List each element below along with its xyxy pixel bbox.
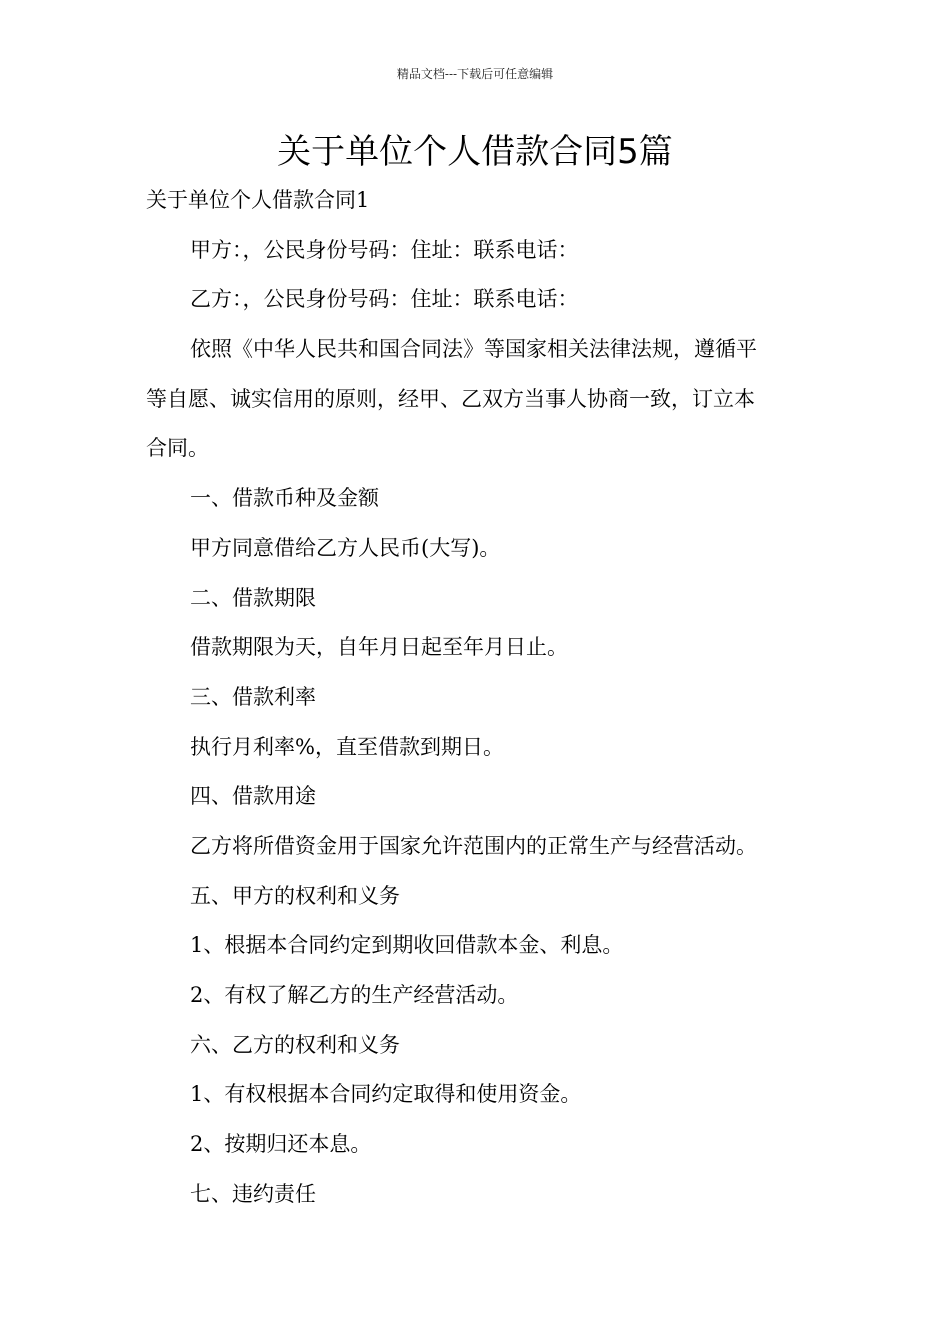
party-b-line: 乙方：，公民身份号码：住址：联系电话： bbox=[190, 287, 579, 312]
clause-text-2: 借款期限为天，自年月日起至年月日止。 bbox=[190, 635, 568, 660]
preamble-line-3: 合同。 bbox=[146, 436, 209, 461]
clause-item-5-1: 1、根据本合同约定到期收回借款本金、利息。 bbox=[190, 933, 624, 958]
preamble-line-1: 依照《中华人民共和国合同法》等国家相关法律法规，遵循平 bbox=[190, 337, 757, 362]
clause-item-6-1: 1、有权根据本合同约定取得和使用资金。 bbox=[190, 1082, 582, 1107]
clause-heading-5: 五、甲方的权利和义务 bbox=[190, 883, 400, 908]
preamble-line-2: 等自愿、诚实信用的原则，经甲、乙双方当事人协商一致，订立本 bbox=[146, 386, 755, 411]
clause-text-1: 甲方同意借给乙方人民币(大写)。 bbox=[190, 535, 501, 560]
clause-heading-6: 六、乙方的权利和义务 bbox=[190, 1032, 400, 1057]
document-body bbox=[146, 176, 810, 1219]
clause-item-5-2: 2、有权了解乙方的生产经营活动。 bbox=[190, 983, 519, 1007]
party-a-line: 甲方：，公民身份号码：住址：联系电话： bbox=[190, 237, 579, 262]
document-title: 关于单位个人借款合同5篇 bbox=[277, 132, 673, 172]
clause-heading-1: 一、借款币种及金额 bbox=[190, 486, 379, 511]
clause-item-6-2: 2、按期归还本息。 bbox=[190, 1132, 372, 1157]
header-note: 精品文档---下载后可任意编辑 bbox=[396, 67, 554, 81]
section-title: 关于单位个人借款合同1 bbox=[146, 188, 370, 212]
clause-heading-4: 四、借款用途 bbox=[190, 784, 316, 809]
clause-heading-7: 七、违约责任 bbox=[190, 1181, 316, 1206]
clause-text-4: 乙方将所借资金用于国家允许范围内的正常生产与经营活动。 bbox=[190, 833, 757, 858]
clause-heading-3: 三、借款利率 bbox=[190, 684, 316, 709]
clause-text-3: 执行月利率%，直至借款到期日。 bbox=[190, 734, 504, 759]
clause-heading-2: 二、借款期限 bbox=[190, 585, 316, 610]
